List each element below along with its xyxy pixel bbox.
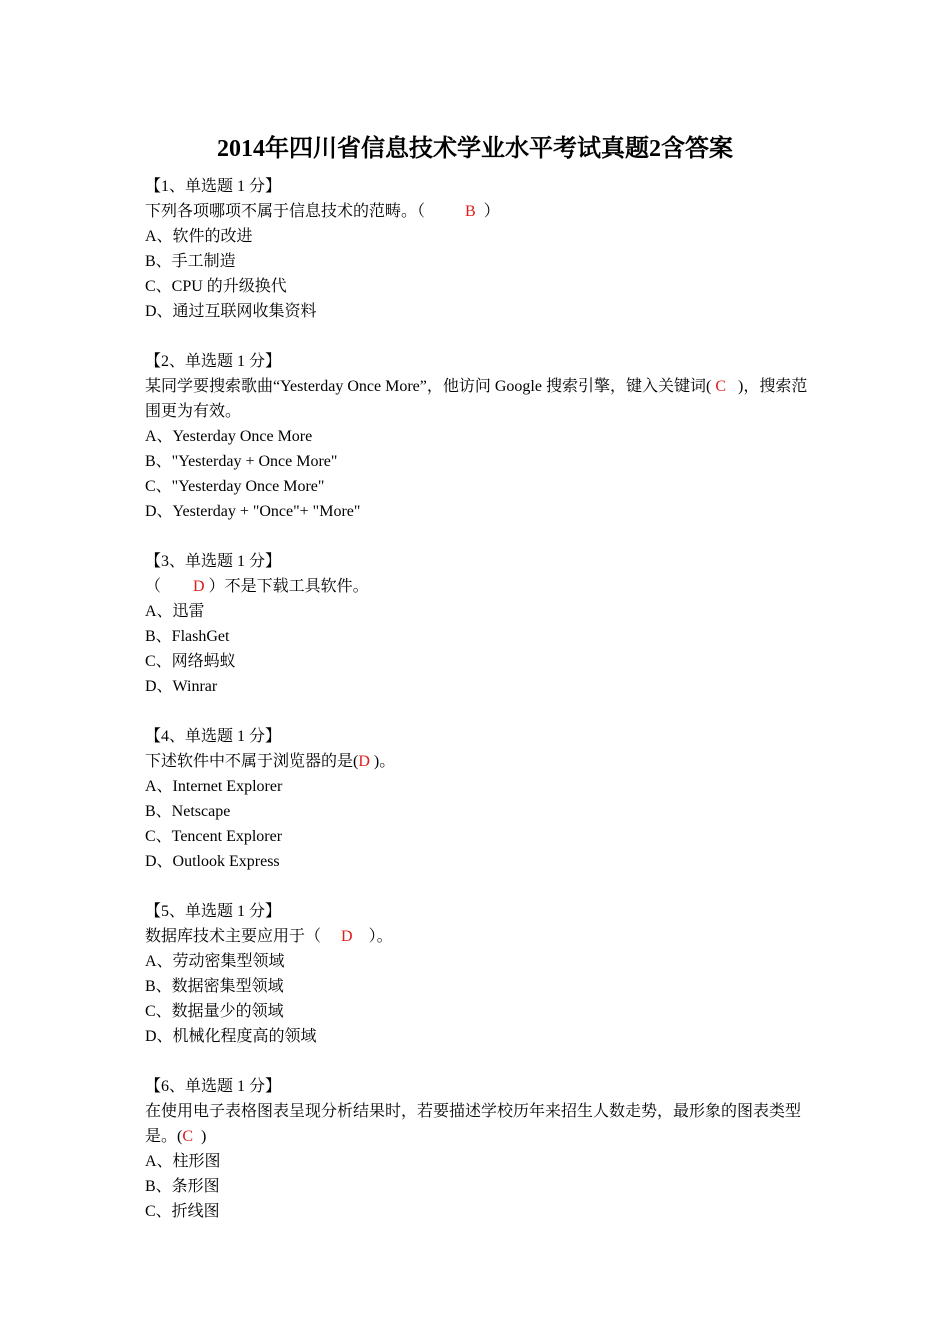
- question-2: [145, 349, 815, 524]
- answer-gap-left: [425, 203, 465, 220]
- option-b: B、条形图: [145, 1178, 220, 1195]
- answer-gap-right: [193, 1128, 201, 1145]
- option-c: C、"Yesterday Once More": [145, 478, 325, 495]
- stem-after: ）不是下载工具软件。: [208, 578, 369, 595]
- stem-before: 下列各项哪项不属于信息技术的范畴。（: [145, 203, 426, 220]
- question-stem: [145, 574, 815, 599]
- question-6: [145, 1074, 815, 1224]
- option-a: A、柱形图: [145, 1153, 221, 1170]
- question-header: 【3、单选题 1 分】: [145, 553, 282, 570]
- question-1: [145, 174, 815, 324]
- stem-before: 数据库技术主要应用于（: [145, 928, 322, 945]
- answer-mark: D: [358, 753, 370, 770]
- option-c: C、CPU 的升级换代: [145, 278, 287, 295]
- option-d: D、Winrar: [145, 678, 218, 695]
- option-c: C、折线图: [145, 1203, 220, 1220]
- question-5: [145, 899, 815, 1049]
- stem-after: ）。: [368, 928, 393, 945]
- stem-before: 某同学要搜索歌曲“Yesterday Once More”，他访问 Google 搜索引擎，键入关键词(: [145, 378, 712, 395]
- question-4: [145, 724, 815, 874]
- question-header: 【1、单选题 1 分】: [145, 178, 282, 195]
- answer-mark: B: [465, 203, 476, 220]
- option-a: A、Internet Explorer: [145, 778, 283, 795]
- question-header: 【6、单选题 1 分】: [145, 1078, 282, 1095]
- answer-mark: D: [341, 928, 353, 945]
- answer-mark: C: [182, 1128, 194, 1145]
- document-title: 2014年四川省信息技术学业水平考试真题2含答案: [217, 136, 733, 162]
- answer-gap-left: [321, 928, 341, 945]
- answer-gap-left: [161, 578, 193, 595]
- option-b: B、手工制造: [145, 253, 236, 270]
- answer-gap-right: [476, 203, 484, 220]
- option-b: B、"Yesterday + Once More": [145, 453, 338, 470]
- option-c: C、Tencent Explorer: [145, 828, 283, 845]
- option-b: B、Netscape: [145, 803, 231, 820]
- stem-before: （: [145, 578, 162, 595]
- question-stem: [145, 199, 815, 224]
- answer-mark: C: [715, 378, 726, 395]
- option-d: D、通过互联网收集资料: [145, 303, 317, 320]
- question-stem: [145, 374, 815, 424]
- stem-after: )。: [373, 753, 396, 770]
- question-stem: [145, 1099, 815, 1149]
- option-a: A、Yesterday Once More: [145, 428, 313, 445]
- option-d: D、Yesterday + "Once"+ "More": [145, 503, 361, 520]
- question-header: 【2、单选题 1 分】: [145, 353, 282, 370]
- option-d: D、机械化程度高的领域: [145, 1028, 317, 1045]
- option-c: C、数据量少的领域: [145, 1003, 284, 1020]
- stem-after: ): [201, 1128, 207, 1145]
- question-3: [145, 549, 815, 699]
- question-stem: [145, 749, 815, 774]
- question-header: 【5、单选题 1 分】: [145, 903, 282, 920]
- answer-mark: D: [193, 578, 205, 595]
- option-a: A、迅雷: [145, 603, 205, 620]
- stem-before: 下述软件中不属于浏览器的是(: [145, 753, 359, 770]
- answer-gap-right: [353, 928, 369, 945]
- option-b: B、数据密集型领域: [145, 978, 284, 995]
- stem-before: 在使用电子表格图表呈现分析结果时，若要描述学校历年来招生人数走势，最形象的图表类型是。(: [145, 1103, 802, 1145]
- question-list: [145, 174, 815, 1249]
- stem-after: )，搜索范围更为有效。: [145, 378, 808, 420]
- answer-gap-right: [726, 378, 738, 395]
- option-a: A、劳动密集型领域: [145, 953, 285, 970]
- option-a: A、软件的改进: [145, 228, 253, 245]
- stem-after: ）: [483, 203, 500, 220]
- question-stem: [145, 924, 815, 949]
- option-b: B、FlashGet: [145, 628, 230, 645]
- option-c: C、网络蚂蚁: [145, 653, 236, 670]
- question-header: 【4、单选题 1 分】: [145, 728, 282, 745]
- option-d: D、Outlook Express: [145, 853, 280, 870]
